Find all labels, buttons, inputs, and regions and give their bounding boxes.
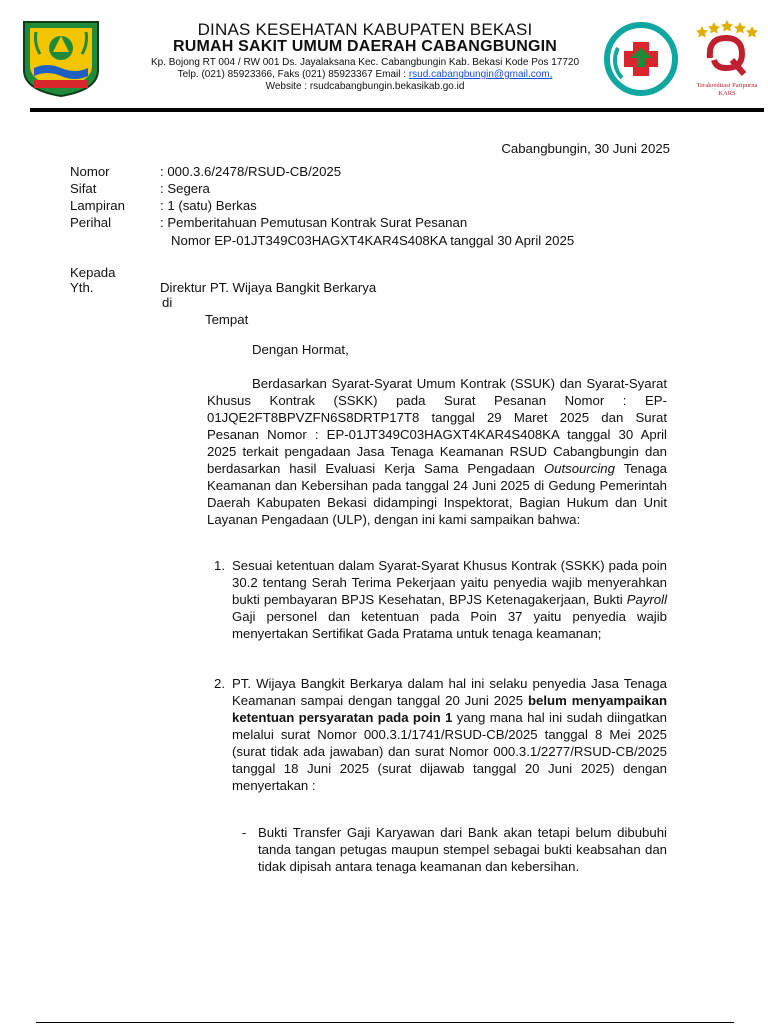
field-label-perihal: Perihal	[70, 215, 112, 230]
item-2-bold: belum menyampaikan ketentuan persyaratan pada poin 1	[232, 693, 667, 725]
email-link[interactable]: rsud.cabangbungin@gmail.com,	[408, 69, 553, 80]
recipient-di: di	[162, 295, 173, 310]
phone-fax-label: Telp. (021) 85923366, Faks (021) 85923367 Email :	[177, 69, 409, 80]
recipient-place: Tempat	[205, 312, 249, 327]
intro-text-1: Berdasarkan Syarat-Syarat Umum Kontrak (SSUK) dan Syarat-Syarat Khusus Kontrak (SSKK) pada Surat Pesanan Nomor : EP-01JQE2FT8BPVZFN6S8DRTP17T8 tanggal 29 Maret 2025 dan Surat Pesanan Nomor : EP-01JT349C03HAGXT4KAR4S408KA tanggal 30 April 2025 terkait pengadaan Jasa Tenaga Keamanan RSUD Cabangbungin dan berdasarkan hasil Evaluasi Kerja Sama Pengadaan	[207, 376, 667, 476]
bekasi-regency-emblem-icon	[20, 18, 102, 98]
recipient-name: Direktur PT. Wijaya Bangkit Berkarya	[160, 280, 377, 295]
sub-item-dash: -	[242, 825, 247, 840]
perihal-line2: Nomor EP-01JT349C03HAGXT4KAR4S408KA tanggal 30 April 2025	[171, 233, 575, 248]
kars-accreditation-logo-icon	[690, 20, 764, 80]
accreditation-caption	[690, 82, 764, 98]
website-line: Website : rsudcabangbungin.bekasikab.go.id	[265, 81, 465, 92]
sub-item-text: Bukti Transfer Gaji Karyawan dari Bank akan tetapi belum dibubuhi tanda tangan petugas maupun stempel sebagai bukti keabsahan dan tidak dipisah antara tenaga keamanan dan kebersihan.	[258, 825, 667, 874]
kepada-label: Kepada	[70, 265, 116, 280]
letterhead-divider	[30, 108, 764, 112]
field-label-lampiran: Lampiran	[70, 198, 125, 213]
field-value-perihal: : Pemberitahuan Pemutusan Kontrak Surat Pesanan	[160, 215, 468, 230]
field-label-sifat: Sifat	[70, 181, 97, 196]
item-2-text-a: PT. Wijaya Bangkit Berkarya dalam hal ini selaku penyedia Jasa Tenaga Keamanan sampai dengan tanggal 20 Juni 2025	[232, 676, 667, 708]
intro-italic: Outsourcing	[543, 461, 615, 476]
accreditation-line1: Terakreditasi Paripurna	[696, 82, 758, 89]
yth-label: Yth.	[70, 280, 94, 295]
item-number-2: 2.	[214, 676, 225, 691]
field-label-nomor: Nomor	[70, 164, 110, 179]
item-2-text-b: yang mana hal ini sudah diingatkan melalui surat Nomor 000.3.1/1741/RSUD-CB/2025 tanggal 8 Mei 2025 (surat tidak ada jawaban) dan surat Nomor 000.3.1/2277/RSUD-CB/2025 tanggal 18 Juni 2025 (surat dijawab tanggal 20 Juni 2025) dengan menyertakan :	[232, 710, 667, 793]
item-text-2	[232, 675, 667, 794]
field-value-nomor: : 000.3.6/2478/RSUD-CB/2025	[160, 164, 342, 179]
accreditation-line2: KARS	[718, 90, 736, 97]
item-1-italic: Payroll	[626, 592, 667, 607]
agency-name: DINAS KESEHATAN KABUPATEN BEKASI	[197, 20, 533, 39]
rsud-cabangbungin-logo-icon	[604, 22, 678, 96]
date-line: Cabangbungin, 30 Juni 2025	[501, 141, 670, 156]
field-value-sifat: : Segera	[160, 181, 210, 196]
salutation: Dengan Hormat,	[252, 342, 349, 357]
hospital-name: RUMAH SAKIT UMUM DAERAH CABANGBUNGIN	[172, 38, 558, 55]
hospital-address: Kp. Bojong RT 004 / RW 001 Ds. Jayalaksana Kec. Cabangbungin Kab. Bekasi Kode Pos 17720	[150, 57, 580, 68]
intro-text-2: Tenaga Keamanan dan Kebersihan pada tanggal 24 Juni 2025 di Gedung Pemerintah Daerah Kabupaten Bekasi didampingi Inspektorat, Bagian Hukum dan Unit Layanan Pengadaan (ULP), dengan ini kami sampaikan bahwa:	[207, 461, 667, 527]
item-1-text-a: Sesuai ketentuan dalam Syarat-Syarat Khusus Kontrak (SSKK) pada poin 30.2 tentang Serah Terima Pekerjaan yaitu penyedia wajib menyerahkan bukti pembayaran BPJS Kesehatan, BPJS Ketenagakerjaan, Bukti	[232, 558, 667, 607]
item-number-1: 1.	[214, 558, 225, 573]
field-value-lampiran: : 1 (satu) Berkas	[160, 198, 257, 213]
item-1-text-b: Gaji personel dan ketentuan pada Poin 37 yaitu penyedia wajib menyertakan Sertifikat Gada Pratama untuk tenaga keamanan;	[232, 609, 667, 641]
footer-divider	[36, 1022, 734, 1023]
intro-paragraph	[207, 375, 667, 528]
item-text-1	[232, 557, 667, 642]
